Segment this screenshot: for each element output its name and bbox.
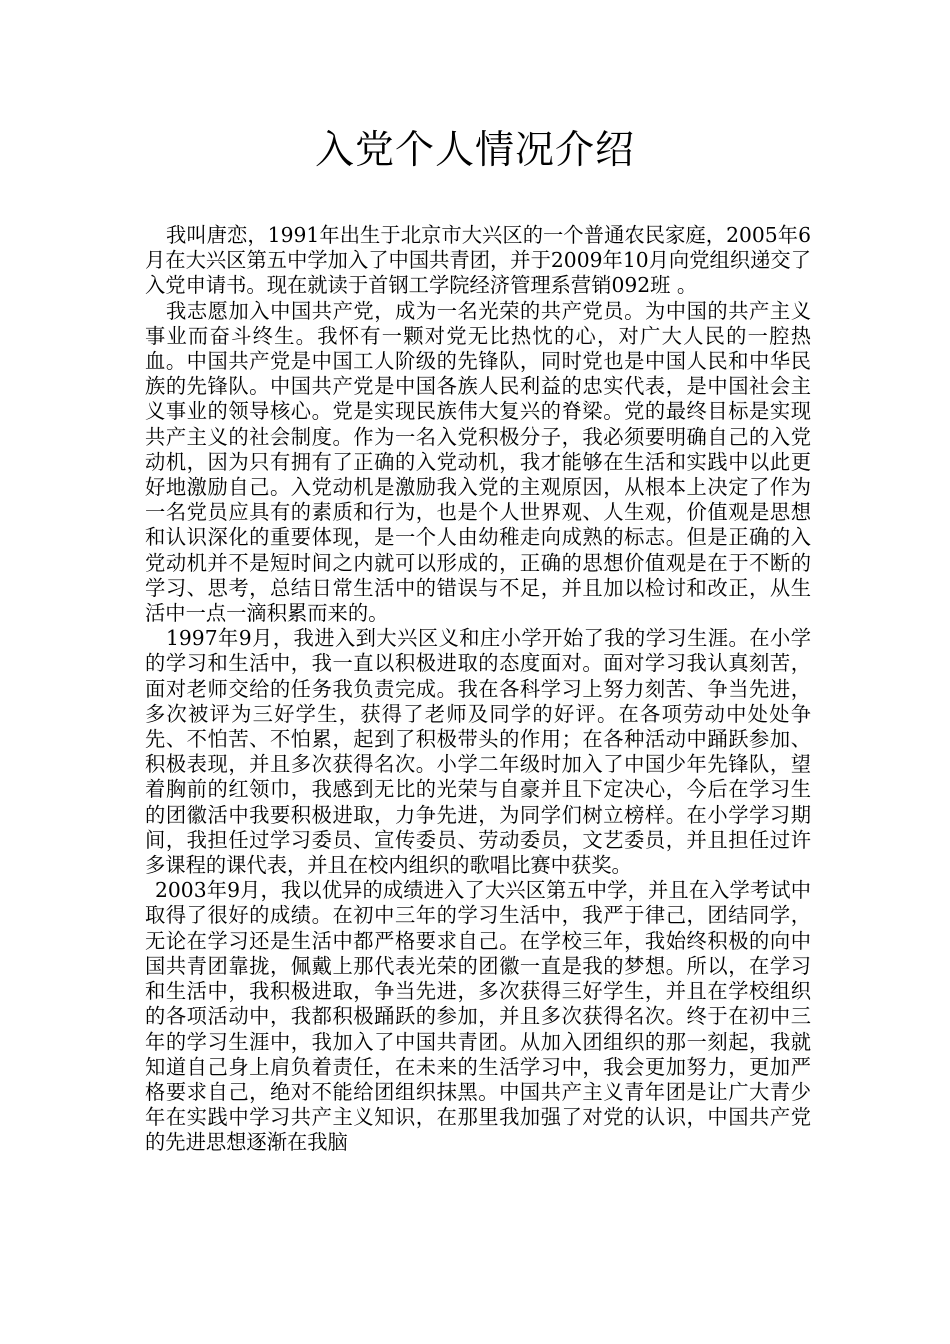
paragraph-introduction: 我叫唐恋，1991年出生于北京市大兴区的一个普通农民家庭，2005年6月在大兴区第五中学加入了中国共青团，并于2009年10月向党组织递交了入党申请书。现在就读于首钢工学院经济管理系营销092班 。 [145, 223, 811, 298]
paragraph-party-motivation: 我志愿加入中国共产党，成为一名光荣的共产党员。为中国的共产主义事业而奋斗终生。我怀有一颗对党无比热忱的心，对广大人民的一腔热血。中国共产党是中国工人阶级的先锋队，同时党也是中国人民和中华民族的先锋队。中国共产党是中国各族人民利益的忠实代表，是中国社会主义事业的领导核心。党是实现民族伟大复兴的脊梁。党的最终目标是实现共产主义的社会制度。作为一名入党积极分子，我必须要明确自己的入党动机，因为只有拥有了正确的入党动机，我才能够在生活和实践中以此更好地激励自己。入党动机是激励我入党的主观原因，从根本上决定了作为一名党员应具有的素质和行为，也是个人世界观、人生观，价值观是思想和认识深化的重要体现，是一个人由幼稚走向成熟的标志。但是正确的入党动机并不是短时间之内就可以形成的，正确的思想价值观是在于不断的学习、思考，总结日常生活中的错误与不足，并且加以检讨和改正，从生活中一点一滴积累而来的。 [145, 298, 811, 626]
paragraph-middle-school: 2003年9月，我以优异的成绩进入了大兴区第五中学，并且在入学考试中取得了很好的成绩。在初中三年的学习生活中，我严于律己，团结同学，无论在学习还是生活中都严格要求自己。在学校三年，我始终积极的向中国共青团靠拢，佩戴上那代表光荣的团徽一直是我的梦想。所以，在学习和生活中，我积极进取，争当先进，多次获得三好学生，并且在学校组织的各项活动中，我都积极踊跃的参加，并且多次获得名次。终于在初中三年的学习生涯中，我加入了中国共青团。从加入团组织的那一刻起，我就知道自己身上肩负着责任，在未来的生活学习中，我会更加努力，更加严格要求自己，绝对不能给团组织抹黑。中国共产主义青年团是让广大青少年在实践中学习共产主义知识，在那里我加强了对党的认识，中国共产党的先进思想逐渐在我脑 [145, 878, 811, 1155]
paragraph-primary-school: 1997年9月，我进入到大兴区义和庄小学开始了我的学习生涯。在小学的学习和生活中，我一直以积极进取的态度面对。面对学习我认真刻苦，面对老师交给的任务我负责完成。我在各科学习上努力刻苦、争当先进，多次被评为三好学生，获得了老师及同学的好评。在各项劳动中处处争先、不怕苦、不怕累，起到了积极带头的作用；在各种活动中踊跃参加、积极表现，并且多次获得名次。小学二年级时加入了中国少年先锋队，望着胸前的红领巾，我感到无比的光荣与自豪并且下定决心，今后在学习生的团徽活中我要积极进取，力争先进，为同学们树立榜样。在小学学习期间，我担任过学习委员、宣传委员、劳动委员，文艺委员，并且担任过许多课程的课代表，并且在校内组织的歌唱比赛中获奖。 [145, 626, 811, 878]
document-body [145, 223, 811, 1156]
document-title: 入党个人情况介绍 [314, 128, 635, 173]
